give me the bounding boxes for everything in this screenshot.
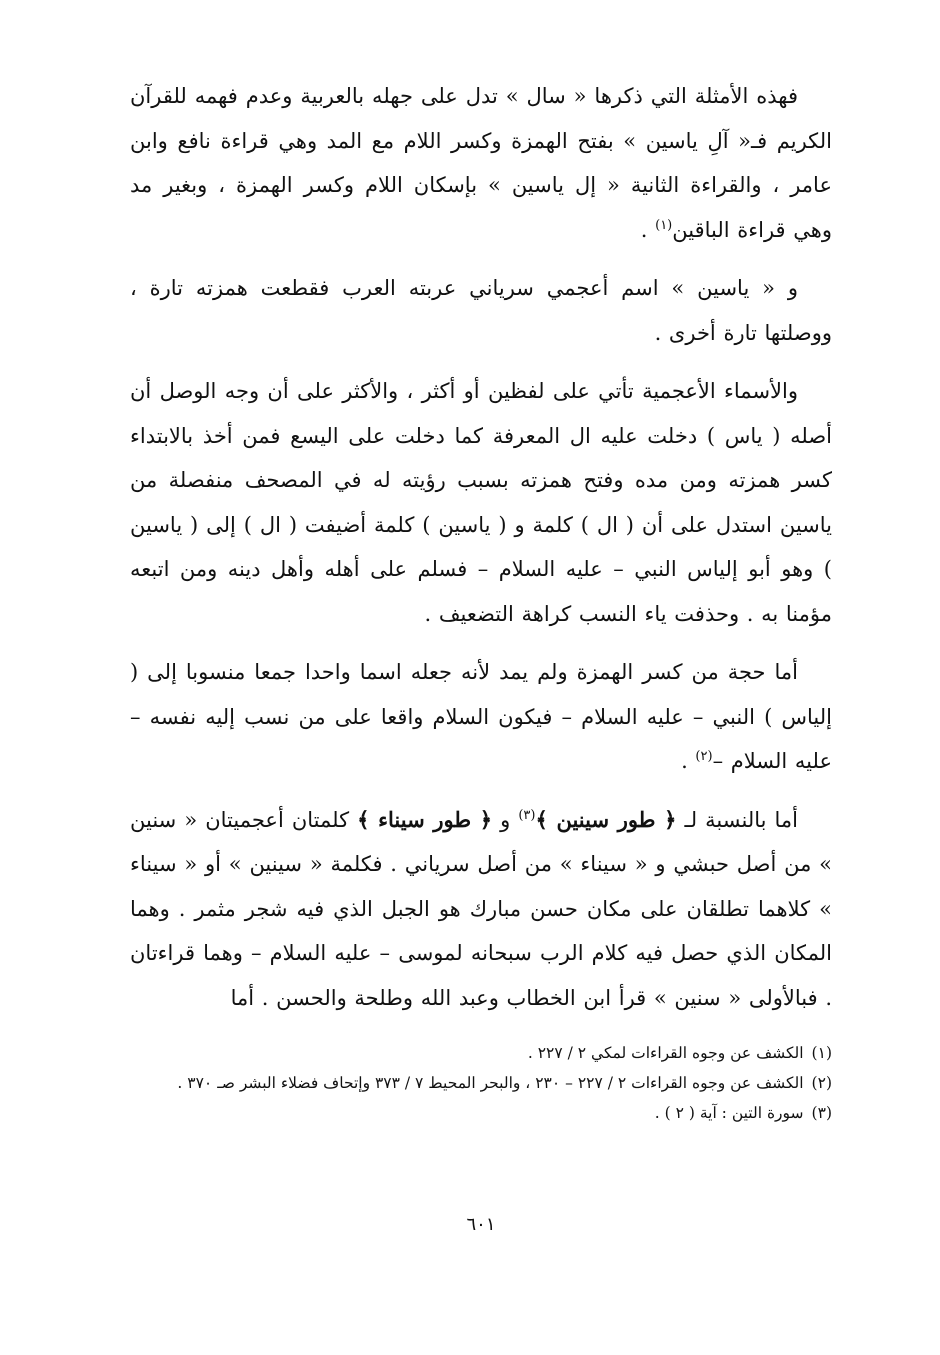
paragraph-1-end: . (640, 217, 656, 242)
footnote-ref-2[interactable]: (٢) (695, 749, 713, 764)
footnote-number: (٣) (811, 1104, 832, 1122)
footnote-2 (130, 1068, 832, 1098)
paragraph-5-lead: أما بالنسبة لـ (676, 807, 798, 832)
quran-term-tur-sinaa: ﴿ طور سيناء ﴾ (357, 806, 493, 832)
paragraph-4-text: أما حجة من كسر الهمزة ولم يمد لأنه جعله اسما واحدا جمعا منسوبا إلى ( إلياس ) النبي – عليه السلام – فيكون السلام واقعا على من نسب إليه نفسه – عليه السلام – (130, 660, 832, 773)
paragraph-5-connector: و (492, 807, 519, 832)
paragraph-3 (130, 369, 832, 636)
footnote-3 (130, 1098, 832, 1128)
footnotes-section (130, 1038, 832, 1128)
footnote-text: الكشف عن وجوه القراءات ٢ / ٢٢٧ – ٢٣٠ ، والبحر المحيط ٧ / ٣٧٣ وإتحاف فضلاء البشر صـ ٣٧٠ . (177, 1074, 804, 1092)
footnote-text: سورة التين : آية ( ٢ ) . (654, 1104, 804, 1122)
paragraph-4-end: . (681, 749, 696, 773)
quran-term-tur-sinin: ﴿ طور سينين ﴾ (535, 806, 677, 832)
footnote-ref-1[interactable]: (١) (655, 217, 673, 233)
paragraph-1-text: فهذه الأمثلة التي ذكرها « سال » تدل على جهله بالعربية وعدم فهمه للقرآن الكريم فـ« آلِ ياسين » بفتح الهمزة وكسر اللام مع المد وهي قراءة نافع وابن عامر ، والقراءة الثانية « إل ياسين » بإسكان اللام وكسر الهمزة ، وبغير مد وهي قراءة الباقين (130, 84, 832, 242)
main-text (130, 74, 832, 1020)
page-number: ٦٠١ (466, 1214, 496, 1235)
paragraph-3-text: والأسماء الأعجمية تأتي على لفظين أو أكثر ، والأكثر على أن وجه الوصل أن أصله ( ياس ) دخلت عليه ال المعرفة كما دخلت على اليسع فمن أخذ بالابتداء كسر همزته ومن مده وفتح همزته بسبب رؤيته له في المصحف منفصلة من ياسين استدل على أن ( ال ) كلمة و ( ياسين ) كلمة أضيفت ( ال ) إلى ( ياسين ) وهو أبو إلياس النبي – عليه السلام – فسلم على أهله وأهل دينه ومن اتبعه مؤمنا به . وحذفت ياء النسب كراهة التضعيف . (130, 379, 832, 626)
paragraph-4 (130, 650, 832, 784)
footnote-number: (١) (811, 1044, 832, 1062)
footnote-text: الكشف عن وجوه القراءات لمكي ٢ / ٢٢٧ . (527, 1044, 804, 1062)
footnote-number: (٢) (811, 1074, 832, 1092)
document-page (130, 74, 832, 1355)
footnote-ref-3[interactable]: (٣) (518, 807, 536, 823)
paragraph-2 (130, 266, 832, 355)
footnote-1 (130, 1038, 832, 1068)
paragraph-5-text: كلمتان أعجميتان « سنين » من أصل حبشي و « سيناء » من أصل سرياني . فكلمة « سينين » أو « سيناء » كلاهما تطلقان على مكان حسن مبارك هو الجبل الذي فيه شجر مثمر . وهما المكان الذي حصل فيه كلام الرب سبحانه لموسى – عليه السلام – وهما قراءتان . فبالأولى « سنين » قرأ ابن الخطاب وعبد الله وطلحة والحسن . أما (130, 807, 832, 1010)
paragraph-2-text: و « ياسين » اسم أعجمي سرياني عربته العرب فقطعت همزته تارة ، ووصلتها تارة أخرى . (130, 276, 832, 345)
paragraph-5 (130, 798, 832, 1021)
paragraph-1 (130, 74, 832, 252)
